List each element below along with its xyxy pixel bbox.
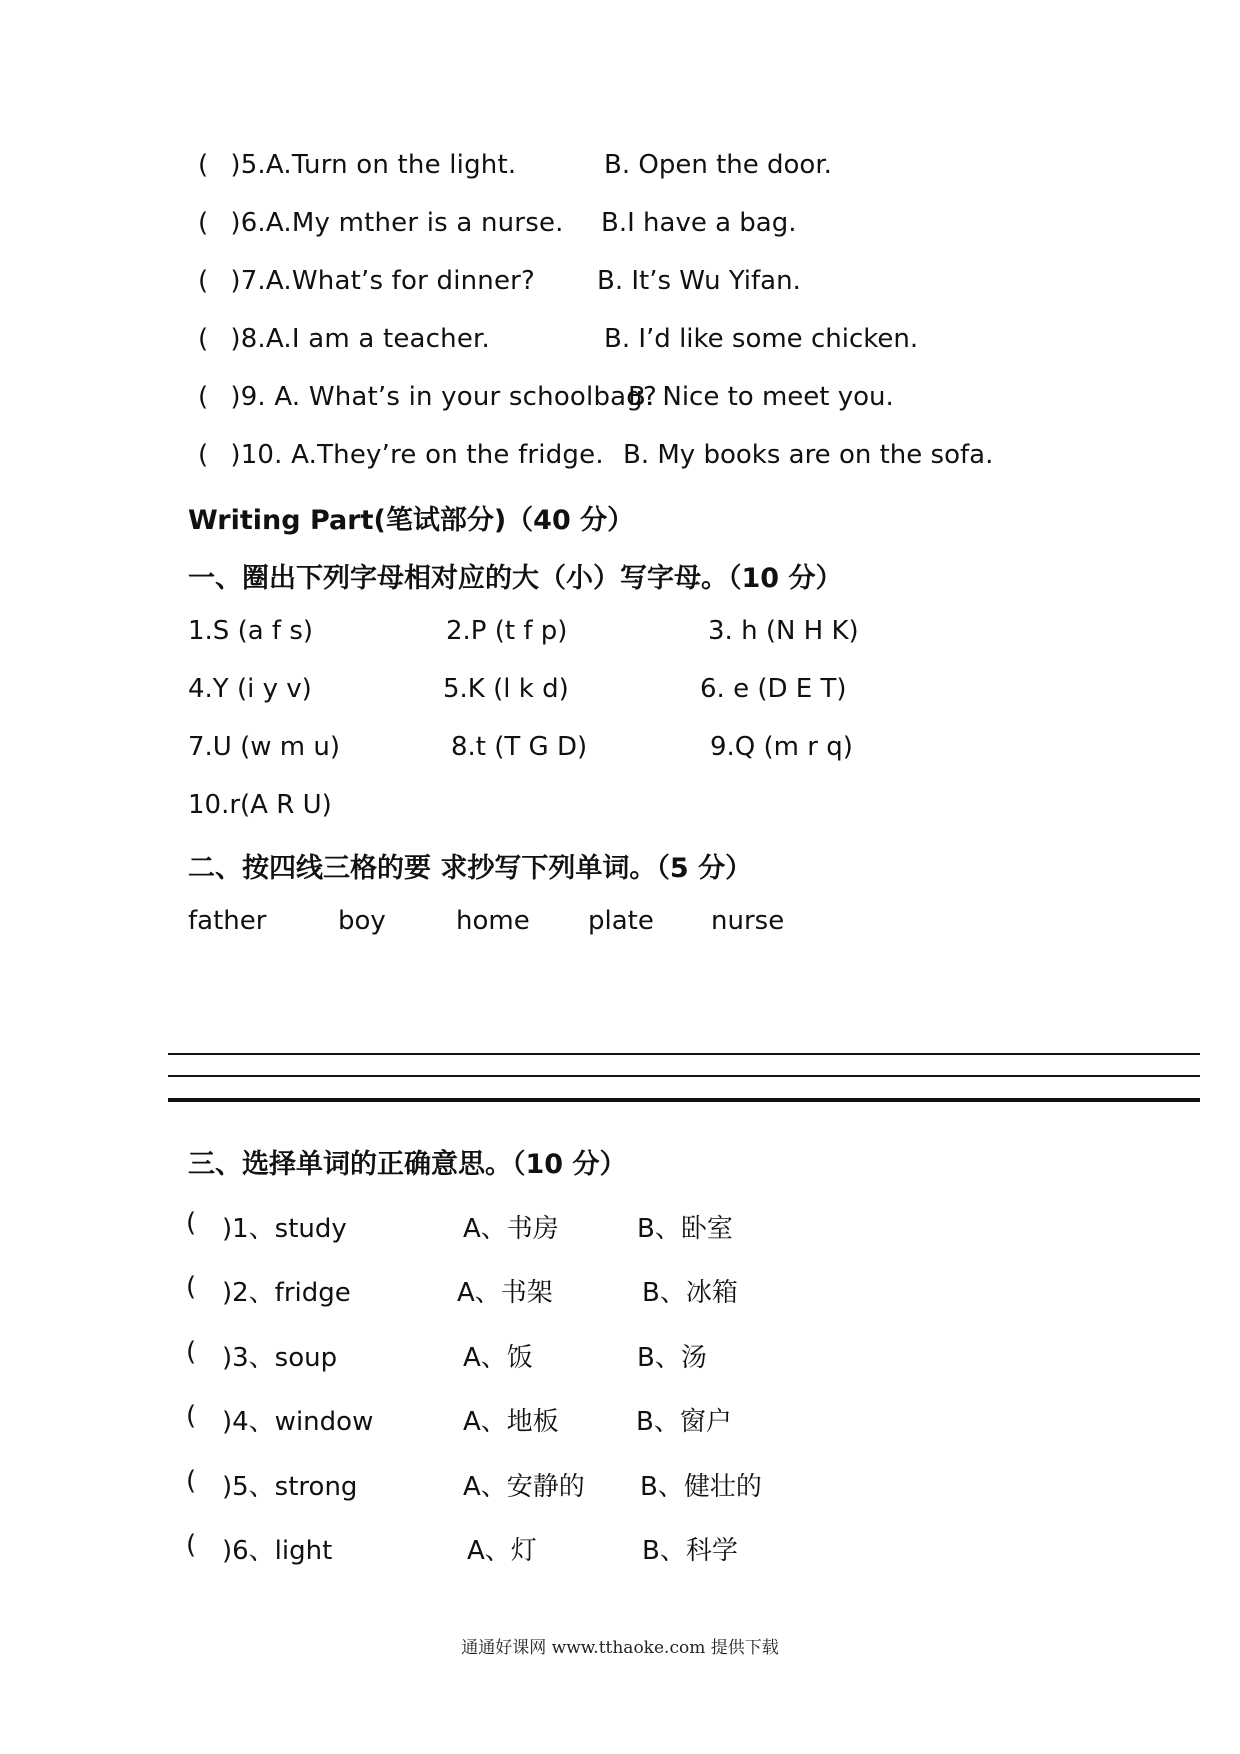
paren-open: (	[198, 266, 209, 296]
paren-open: (	[198, 440, 209, 470]
option-b: B、科学	[642, 1536, 738, 1566]
paren-open: (	[198, 208, 209, 238]
letter-item: 7.U (w m u)	[188, 732, 340, 762]
option-a: A、地板	[463, 1407, 559, 1437]
copy-word: father	[188, 906, 267, 936]
question-word: )6、light	[222, 1536, 333, 1566]
option-b: B、窗户	[636, 1407, 732, 1437]
letter-item: 5.K (l k d)	[443, 674, 569, 704]
copy-word: nurse	[711, 906, 785, 936]
copy-word: boy	[338, 906, 386, 936]
question-paren: (	[186, 1208, 197, 1238]
paren-open: (	[198, 324, 209, 354]
paren-open: (	[198, 382, 209, 412]
option-a: A、饭	[463, 1343, 533, 1373]
writing-line	[168, 1098, 1200, 1102]
paren-close: )	[230, 382, 241, 412]
copy-word: plate	[588, 906, 654, 936]
section3-title: 三、选择单词的正确意思。（10 分）	[188, 1149, 627, 1180]
question-word: )5、strong	[222, 1472, 358, 1502]
option-b: B. I’d like some chicken.	[604, 324, 919, 354]
section1-title: 一、圈出下列字母相对应的大（小）写字母。（10 分）	[188, 563, 843, 594]
option-b: B. It’s Wu Yifan.	[597, 266, 801, 296]
option-a-text: 7.A.What’s for dinner?	[240, 266, 536, 296]
option-b: B. Nice to meet you.	[628, 382, 894, 412]
page-footer: 通通好课网 www.tthaoke.com 提供下载	[461, 1638, 779, 1658]
option-a-text: 5.A.Turn on the light.	[240, 150, 517, 180]
letter-item: 3. h (N H K)	[708, 616, 859, 646]
letter-item: 9.Q (m r q)	[710, 732, 853, 762]
paren-close: )	[230, 324, 241, 354]
option-a: A、书房	[463, 1214, 559, 1244]
option-b: B. My books are on the sofa.	[623, 440, 994, 470]
question-paren: (	[186, 1401, 197, 1431]
listening-item	[198, 266, 535, 296]
paren-close: )	[230, 208, 241, 238]
listening-item	[198, 150, 516, 180]
option-a: A、书架	[457, 1278, 553, 1308]
listening-item	[198, 382, 657, 412]
option-a: A、安静的	[463, 1472, 585, 1502]
option-a-text: 8.A.I am a teacher.	[240, 324, 491, 354]
question-word: )3、soup	[222, 1343, 338, 1373]
question-paren: (	[186, 1466, 197, 1496]
paren-open: (	[198, 150, 209, 180]
question-paren: (	[186, 1337, 197, 1367]
letter-item: 10.r(A R U)	[188, 790, 332, 820]
question-paren: (	[186, 1530, 197, 1560]
letter-item: 6. e (D E T)	[700, 674, 847, 704]
letter-item: 8.t (T G D)	[451, 732, 588, 762]
question-word: )1、study	[222, 1214, 347, 1244]
option-b: B、汤	[637, 1343, 707, 1373]
question-word: )2、fridge	[222, 1278, 351, 1308]
option-b: B. Open the door.	[604, 150, 832, 180]
question-paren: (	[186, 1272, 197, 1302]
question-word: )4、window	[222, 1407, 374, 1437]
letter-item: 2.P (t f p)	[446, 616, 568, 646]
option-a-text: 6.A.My mther is a nurse.	[240, 208, 564, 238]
option-b: B、冰箱	[642, 1278, 738, 1308]
option-b: B.I have a bag.	[601, 208, 797, 238]
option-b: B、卧室	[637, 1214, 733, 1244]
listening-item	[198, 324, 490, 354]
copy-word: home	[456, 906, 530, 936]
option-a-text: 10. A.They’re on the fridge.	[240, 440, 604, 470]
listening-item	[198, 208, 564, 238]
section2-title: 二、按四线三格的要 求抄写下列单词。（5 分）	[188, 853, 753, 884]
letter-item: 4.Y (i y v)	[188, 674, 312, 704]
option-a-text: 9. A. What’s in your schoolbag?	[240, 382, 657, 412]
writing-line	[168, 1053, 1200, 1055]
option-a: )	[230, 150, 241, 180]
writing-line	[168, 1075, 1200, 1077]
listening-item	[198, 440, 604, 470]
option-a: A、灯	[467, 1536, 537, 1566]
option-b: B、健壮的	[640, 1472, 762, 1502]
paren-close: )	[230, 440, 241, 470]
writing-part-heading: Writing Part(笔试部分)（40 分）	[188, 505, 635, 536]
paren-close: )	[230, 266, 241, 296]
letter-item: 1.S (a f s)	[188, 616, 314, 646]
